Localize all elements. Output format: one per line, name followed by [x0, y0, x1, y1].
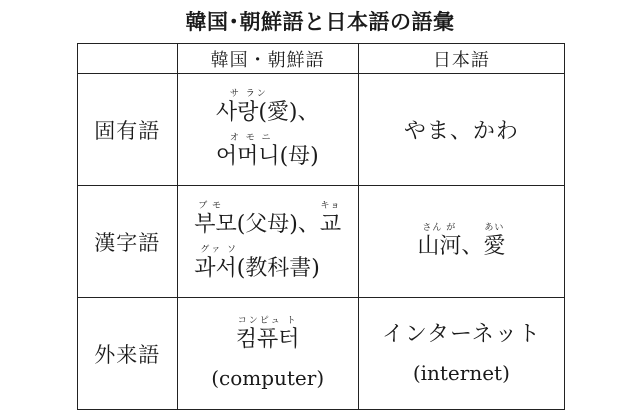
vocabulary-table [77, 43, 565, 410]
header-japanese: 日本語 [358, 44, 564, 74]
english-source-word: (internet) [412, 360, 510, 385]
header-korean: 韓国・朝鮮語 [177, 44, 358, 74]
japanese-word-text: 、 [461, 233, 484, 259]
japanese-cell-loanword [358, 298, 564, 410]
korean-word [194, 201, 341, 239]
furigana: さん が [422, 222, 457, 233]
table-row [78, 186, 565, 298]
page-title: 韓国･朝鮮語と日本語の語彙 [185, 10, 455, 34]
english-source-word: (computer) [211, 365, 325, 390]
korean-word [216, 89, 320, 127]
korean-word [194, 245, 341, 283]
category-loanword: 外来語 [78, 298, 178, 410]
japanese-cell-native: やま、かわ [358, 74, 564, 186]
korean-word-text: 어머니(母) [215, 143, 319, 169]
korean-word-text: 컴퓨터 [235, 326, 300, 352]
category-native: 固有語 [78, 74, 178, 186]
furigana: ブ モ [198, 200, 223, 211]
furigana: キョ [320, 200, 341, 211]
furigana: あい [484, 222, 505, 233]
korean-word-text: 사랑(愛)、 [215, 99, 320, 125]
furigana: コンピュ ト [237, 315, 298, 326]
header-corner-cell [78, 44, 178, 74]
japanese-cell-sino [358, 186, 564, 298]
korean-cell-sino [177, 186, 358, 298]
korean-word-text: 과서(教科書) [194, 255, 320, 281]
korean-word-text: 부모(父母)、 [194, 211, 320, 237]
furigana: サ ラン [229, 88, 268, 99]
category-sino: 漢字語 [78, 186, 178, 298]
table-row [78, 74, 565, 186]
korean-cell-native [177, 74, 358, 186]
japanese-word-text: 愛 [483, 233, 506, 259]
korean-cell-loanword [177, 298, 358, 410]
japanese-word-text: 山河 [417, 233, 462, 259]
japanese-word-text: インターネット [381, 321, 541, 347]
furigana: グァ ソ [200, 244, 239, 255]
korean-word-text: 교 [319, 211, 342, 237]
table-row [78, 298, 565, 410]
furigana [461, 223, 483, 233]
korean-word [216, 133, 320, 171]
furigana: オ モ ニ [229, 132, 273, 143]
table-header-row [78, 44, 565, 74]
